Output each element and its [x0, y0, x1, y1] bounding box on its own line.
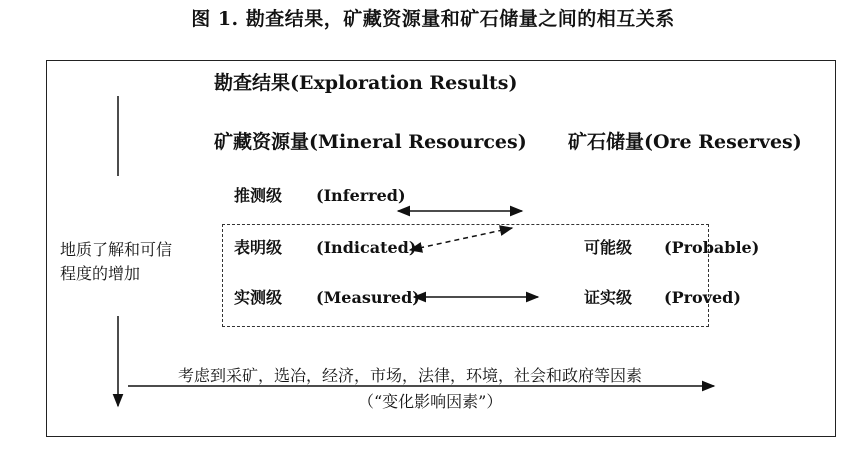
measured-cn: 实测级 [234, 288, 283, 307]
ore-reserves-label: 矿石储量(Ore Reserves) [568, 131, 802, 153]
inferred-en: (Inferred) [316, 186, 406, 205]
probable-en: (Probable) [664, 238, 760, 257]
mineral-resources-label: 矿藏资源量(Mineral Resources) [214, 131, 527, 153]
indicated-dashed-arrow [410, 228, 512, 250]
proved-en: (Proved) [664, 288, 741, 307]
modifying-factors-text: 考虑到采矿，选冶，经济，市场，法律，环境，社会和政府等因素 [178, 366, 643, 385]
probable-cn: 可能级 [584, 238, 633, 257]
inferred-cn: 推测级 [234, 186, 283, 205]
indicated-en: (Indicated) [316, 238, 417, 257]
indicated-cn: 表明级 [234, 238, 283, 257]
measured-en: (Measured) [316, 288, 420, 307]
confidence-increase-label: 地质了解和可信程度的增加 [60, 240, 173, 283]
proved-cn: 证实级 [584, 288, 633, 307]
exploration-results-label: 勘查结果(Exploration Results) [214, 72, 518, 94]
figure-title: 图 1. 勘查结果，矿藏资源量和矿石储量之间的相互关系 [191, 8, 675, 30]
modifying-factors-note: （“变化影响因素”） [358, 392, 503, 411]
